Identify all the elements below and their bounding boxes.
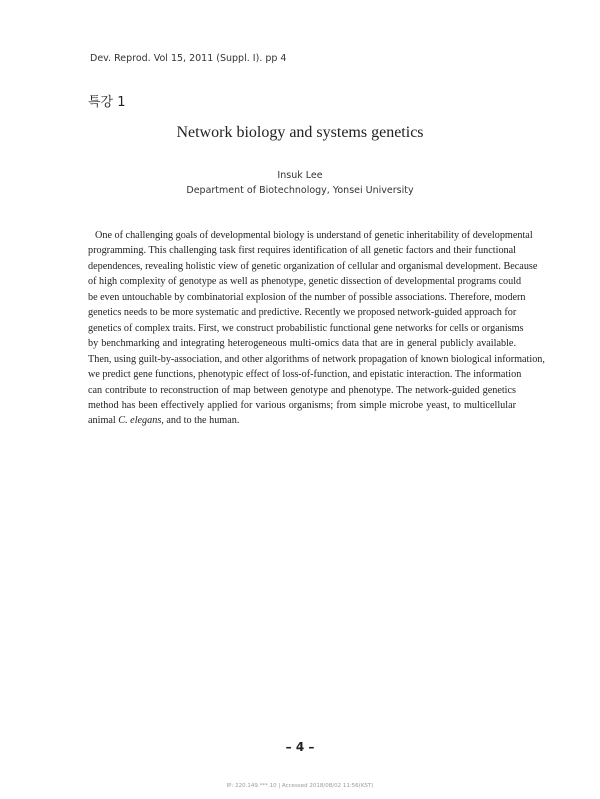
abstract-line: genetics of complex traits. First, we construct probabilistic functional gene networks for cells or organisms [88,322,524,334]
abstract-line: dependences, revealing holistic view of genetic organization of cellular and organismal development. Because [88,260,538,272]
paper-title: Network biology and systems genetics [176,124,424,141]
abstract-line: of high complexity of genotype as well as phenotype, genetic dissection of developmental programs could [88,276,522,288]
abstract-line: can contribute to reconstruction of map between genotype and phenotype. The network-guided genetics [88,384,516,396]
species-name: C. elegans [118,415,162,427]
abstract-line: Then, using guilt-by-association, and other algorithms of network propagation of known biological information, [88,353,545,365]
abstract-line: One of challenging goals of developmental biology is understand of genetic inheritability of developmental [95,230,533,241]
abstract-line: genetics needs to be more systematic and predictive. Recently we proposed network-guided approach for [88,307,517,319]
journal-citation: Dev. Reprod. Vol 15, 2011 (Suppl. I). pp 4 [90,53,287,64]
section-label: 특강 1 [88,95,126,110]
abstract-line: method has been effectively applied for various organisms; from simple microbe yeast, to multicellular [88,399,516,411]
abstract-last-line [88,413,516,428]
abstract-body [88,228,545,429]
page-number: – 4 – [285,740,315,754]
abstract-text: , and to the human. [161,415,240,427]
abstract-line: be even untouchable by combinatorial explosion of the number of possible associations. Therefore, modern [88,291,526,303]
abstract-text: animal [88,415,116,427]
abstract-line: programming. This challenging task first requires identification of all genetic factors and their functional [88,245,516,257]
abstract-line: by benchmarking and integrating heterogeneous multi-omics data that are in general publicly available. [88,338,516,350]
abstract-line: we predict gene functions, phenotypic effect of loss-of-function, and epistatic interaction. The information [88,369,522,381]
access-footer-note: IP: 220.149.***.10 | Accessed 2018/08/02 11:56(KST) [226,783,374,789]
author-affiliation: Department of Biotechnology, Yonsei University [186,185,414,196]
author-name: Insuk Lee [277,170,323,181]
